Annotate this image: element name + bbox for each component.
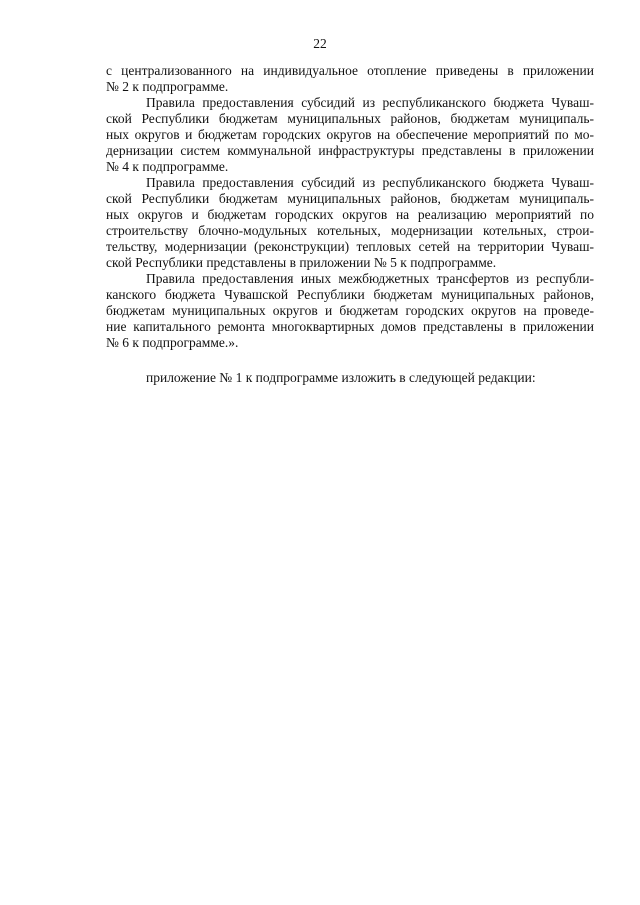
text-line: ской Республики бюджетам муниципальных районов, бюджетам муниципаль- — [106, 111, 594, 126]
paragraph-spacer — [106, 351, 594, 370]
text-line: № 6 к подпрограмме.». — [106, 335, 239, 350]
text-line: бюджетам муниципальных округов и бюджетам городских округов на проведе- — [106, 303, 594, 318]
text-line: дернизации систем коммунальной инфраструктуры представлены в приложении — [106, 143, 594, 158]
text-line: Правила предоставления иных межбюджетных трансфертов из республи- — [146, 271, 594, 286]
text-line: ние капитального ремонта многоквартирных домов представлены в приложении — [106, 319, 594, 334]
text-line: ных округов и бюджетам городских округов на реализацию мероприятий по — [106, 207, 594, 222]
text-line: канского бюджета Чувашской Республики бюджетам муниципальных районов, — [106, 287, 594, 302]
text-line: строительству блочно-модульных котельных, модернизации котельных, строи- — [106, 223, 594, 238]
paragraph — [106, 63, 594, 95]
text-line: приложение № 1 к подпрограмме изложить в следующей редакции: — [146, 370, 536, 385]
text-line: № 2 к подпрограмме. — [106, 79, 229, 94]
text-line: Правила предоставления субсидий из республиканского бюджета Чуваш- — [146, 175, 594, 190]
paragraph — [106, 95, 594, 175]
paragraph — [106, 271, 594, 351]
text-line: № 4 к подпрограмме. — [106, 159, 229, 174]
text-line: тельству, модернизации (реконструкции) тепловых сетей на территории Чуваш- — [106, 239, 594, 254]
page-number: 22 — [313, 36, 327, 51]
text-line: ской Республики представлены в приложении № 5 к подпрограмме. — [106, 255, 497, 270]
paragraph — [106, 370, 594, 386]
text-line: ской Республики бюджетам муниципальных районов, бюджетам муниципаль- — [106, 191, 594, 206]
text-line: ных округов и бюджетам городских округов на обеспечение мероприятий по мо- — [106, 127, 594, 142]
paragraph — [106, 175, 594, 271]
text-line: Правила предоставления субсидий из республиканского бюджета Чуваш- — [146, 95, 594, 110]
document-body — [106, 63, 594, 386]
text-line: с централизованного на индивидуальное отопление приведены в приложении — [106, 63, 594, 78]
